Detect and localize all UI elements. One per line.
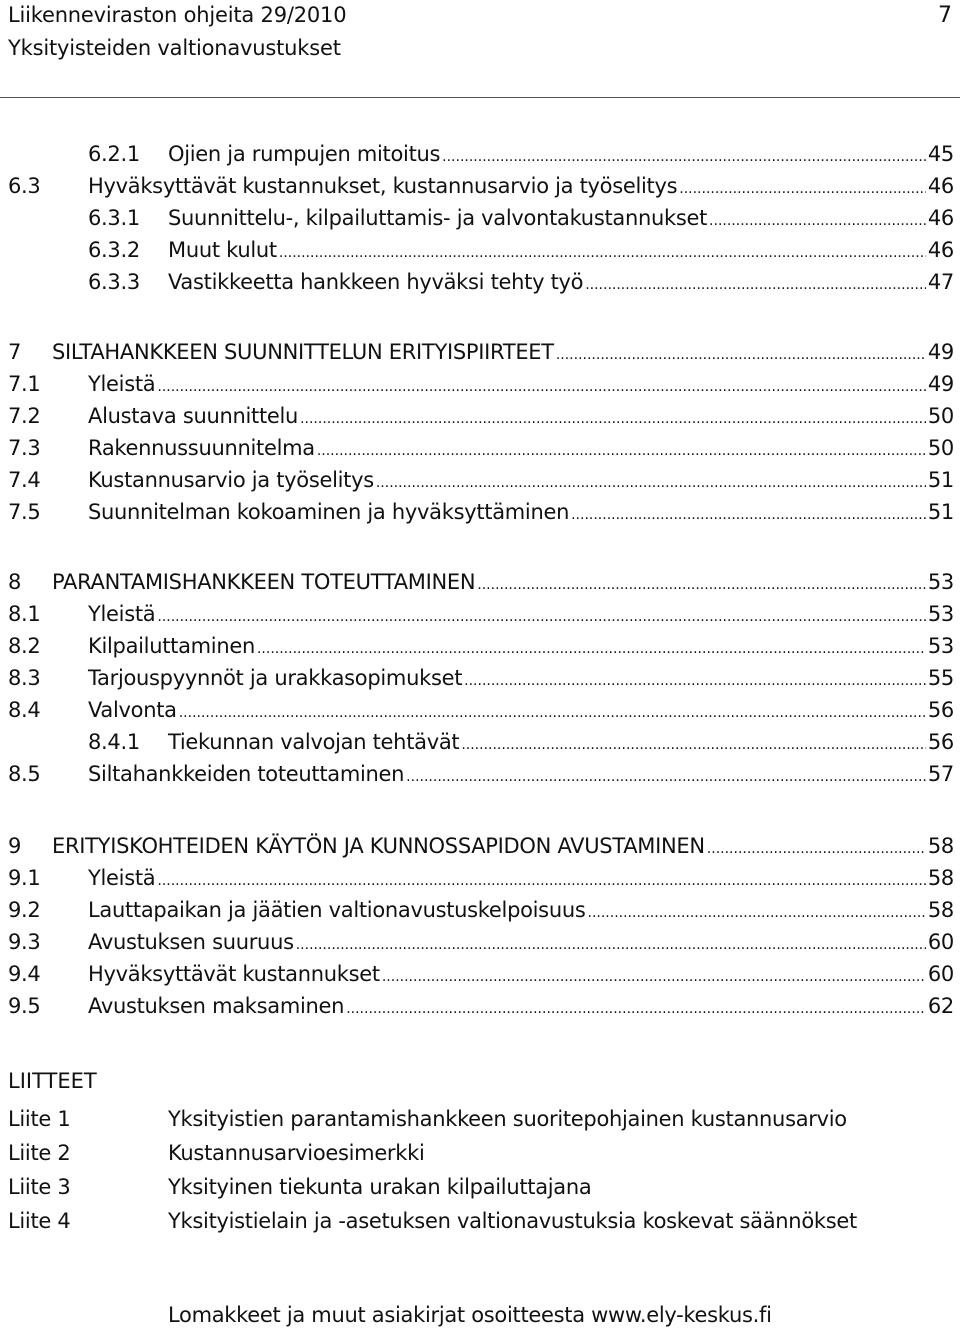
toc-entry-page: 53 [927, 570, 954, 594]
toc-entry[interactable] [8, 432, 954, 464]
toc-dot-leader [382, 958, 926, 993]
appendix-title: Yksityinen tiekunta urakan kilpailuttajana [168, 1175, 592, 1199]
toc-entry[interactable] [88, 726, 954, 758]
toc-entry-title: Kilpailuttaminen [88, 634, 255, 658]
toc-entry-number: 6.3.3 [88, 270, 140, 294]
toc-entry[interactable] [8, 566, 954, 598]
toc-entry-number: 9.2 [8, 898, 41, 922]
toc-dot-leader [317, 432, 926, 467]
publication-series: Liikenneviraston ohjeita 29/2010 [8, 3, 347, 27]
toc-entry-title: Vastikkeetta hankkeen hyväksi tehty työ [168, 270, 584, 294]
toc-dot-leader [707, 830, 926, 865]
toc-dot-leader [157, 368, 926, 403]
toc-entry-title: Rakennussuunnitelma [88, 436, 315, 460]
toc-entry[interactable] [8, 170, 954, 202]
toc-entry-title: Siltahankkeiden toteuttaminen [88, 762, 405, 786]
toc-dot-leader [279, 234, 926, 269]
appendix-label: Liite 1 [8, 1107, 71, 1131]
toc-entry-page: 62 [927, 994, 954, 1018]
toc-entry-title: Valvonta [88, 698, 177, 722]
toc-entry-number: 8.4.1 [88, 730, 140, 754]
toc-entry-number: 7.4 [8, 468, 41, 492]
appendix-label: Liite 2 [8, 1141, 71, 1165]
appendix-title: Yksityistien parantamishankkeen suoritepohjainen kustannusarvio [168, 1107, 847, 1131]
toc-entry-title: Yleistä [88, 602, 156, 626]
toc-entry-number: 6.3.2 [88, 238, 140, 262]
toc-entry-page: 49 [927, 372, 954, 396]
toc-entry[interactable] [8, 830, 954, 862]
toc-entry-number: 9.4 [8, 962, 41, 986]
toc-entry-title: Tarjouspyynnöt ja urakkasopimukset [88, 666, 463, 690]
toc-entry-page: 53 [927, 602, 954, 626]
toc-entry-page: 58 [927, 834, 954, 858]
toc-entry-number: 9.3 [8, 930, 41, 954]
toc-entry-number: 6.3 [8, 174, 41, 198]
publication-title: Yksityisteiden valtionavustukset [8, 36, 341, 60]
toc-entry-page: 49 [927, 340, 954, 364]
header-divider [0, 97, 960, 98]
toc-entry-page: 46 [927, 174, 954, 198]
toc-entry-page: 60 [927, 962, 954, 986]
toc-entry[interactable] [8, 630, 954, 662]
toc-entry-page: 51 [927, 500, 954, 524]
toc-entry-page: 46 [927, 206, 954, 230]
toc-entry-page: 56 [927, 730, 954, 754]
toc-entry-title: Hyväksyttävät kustannukset, kustannusarvio ja työselitys [88, 174, 678, 198]
toc-entry-title: Yleistä [88, 866, 156, 890]
toc-entry-number: 9.5 [8, 994, 41, 1018]
toc-entry-title: PARANTAMISHANKKEEN TOTEUTTAMINEN [52, 570, 476, 594]
toc-entry-title: Alustava suunnittelu [88, 404, 299, 428]
toc-entry-page: 57 [927, 762, 954, 786]
toc-entry-number: 6.3.1 [88, 206, 140, 230]
toc-entry[interactable] [8, 694, 954, 726]
appendix-label: Liite 3 [8, 1175, 71, 1199]
toc-entry-page: 51 [927, 468, 954, 492]
toc-entry[interactable] [8, 464, 954, 496]
toc-entry-number: 9.1 [8, 866, 41, 890]
toc-entry-page: 58 [927, 898, 954, 922]
toc-entry-title: SILTAHANKKEEN SUUNNITTELUN ERITYISPIIRTEET [52, 340, 554, 364]
toc-dot-leader [477, 566, 926, 601]
toc-entry-number: 7.3 [8, 436, 41, 460]
toc-dot-leader [300, 400, 926, 435]
toc-entry[interactable] [8, 990, 954, 1022]
toc-entry[interactable] [8, 894, 954, 926]
toc-entry-title: Avustuksen suuruus [88, 930, 294, 954]
toc-entry[interactable] [8, 958, 954, 990]
toc-dot-leader [442, 138, 926, 173]
toc-entry-page: 53 [927, 634, 954, 658]
footer-note: Lomakkeet ja muut asiakirjat osoitteesta www.ely-keskus.fi [168, 1303, 772, 1327]
toc-dot-leader [556, 336, 926, 371]
toc-entry[interactable] [8, 926, 954, 958]
toc-entry-title: Yleistä [88, 372, 156, 396]
toc-dot-leader [571, 496, 926, 531]
toc-entry[interactable] [88, 234, 954, 266]
appendix-title: Yksityistielain ja -asetuksen valtionavustuksia koskevat säännökset [168, 1209, 857, 1233]
toc-entry-number: 8.5 [8, 762, 41, 786]
toc-entry[interactable] [88, 266, 954, 298]
toc-entry[interactable] [8, 758, 954, 790]
toc-entry-title: Hyväksyttävät kustannukset [88, 962, 380, 986]
toc-dot-leader [406, 758, 926, 793]
toc-entry-number: 8.1 [8, 602, 41, 626]
toc-entry[interactable] [88, 138, 954, 170]
toc-dot-leader [296, 926, 926, 961]
toc-entry-number: 8.3 [8, 666, 41, 690]
toc-dot-leader [464, 662, 926, 697]
toc-entry-page: 46 [927, 238, 954, 262]
toc-entry-number: 7.5 [8, 500, 41, 524]
toc-entry-title: Lauttapaikan ja jäätien valtionavustuskelpoisuus [88, 898, 586, 922]
toc-entry[interactable] [8, 336, 954, 368]
toc-entry-page: 50 [927, 404, 954, 428]
toc-entry-page: 56 [927, 698, 954, 722]
appendix-title: Kustannusarvioesimerkki [168, 1141, 425, 1165]
toc-dot-leader [257, 630, 926, 665]
toc-entry[interactable] [8, 862, 954, 894]
toc-dot-leader [376, 464, 926, 499]
toc-entry-number: 8.4 [8, 698, 41, 722]
toc-entry-title: Tiekunnan valvojan tehtävät [168, 730, 460, 754]
toc-entry[interactable] [8, 368, 954, 400]
appendix-label: Liite 4 [8, 1209, 71, 1233]
toc-dot-leader [679, 170, 926, 205]
toc-entry[interactable] [8, 400, 954, 432]
toc-entry-page: 58 [927, 866, 954, 890]
toc-dot-leader [179, 694, 926, 729]
toc-dot-leader [461, 726, 926, 761]
toc-entry-page: 60 [927, 930, 954, 954]
toc-dot-leader [157, 598, 926, 633]
toc-entry-title: Avustuksen maksaminen [88, 994, 345, 1018]
toc-entry-page: 45 [927, 142, 954, 166]
toc-entry-number: 8 [8, 570, 22, 594]
toc-dot-leader [157, 862, 926, 897]
toc-dot-leader [346, 990, 926, 1025]
toc-entry-title: Kustannusarvio ja työselitys [88, 468, 374, 492]
toc-entry-page: 55 [927, 666, 954, 690]
toc-entry[interactable] [8, 496, 954, 528]
toc-entry-title: Muut kulut [168, 238, 277, 262]
toc-entry[interactable] [8, 598, 954, 630]
toc-entry-title: Suunnitelman kokoaminen ja hyväksyttäminen [88, 500, 570, 524]
toc-entry-number: 7 [8, 340, 22, 364]
toc-entry-number: 9 [8, 834, 22, 858]
toc-entry-number: 7.1 [8, 372, 41, 396]
toc-entry-title: Ojien ja rumpujen mitoitus [168, 142, 441, 166]
toc-entry[interactable] [8, 662, 954, 694]
toc-entry-page: 50 [927, 436, 954, 460]
toc-entry-page: 47 [927, 270, 954, 294]
toc-entry-number: 8.2 [8, 634, 41, 658]
toc-entry-title: ERITYISKOHTEIDEN KÄYTÖN JA KUNNOSSAPIDON AVUSTAMINEN [52, 834, 705, 858]
toc-dot-leader [709, 202, 926, 237]
appendices-heading: LIITTEET [8, 1069, 97, 1093]
page-number: 7 [938, 3, 952, 28]
toc-dot-leader [585, 266, 926, 301]
toc-entry[interactable] [88, 202, 954, 234]
toc-entry-number: 6.2.1 [88, 142, 140, 166]
toc-entry-number: 7.2 [8, 404, 41, 428]
toc-dot-leader [588, 894, 926, 929]
toc-entry-title: Suunnittelu-, kilpailuttamis- ja valvontakustannukset [168, 206, 708, 230]
